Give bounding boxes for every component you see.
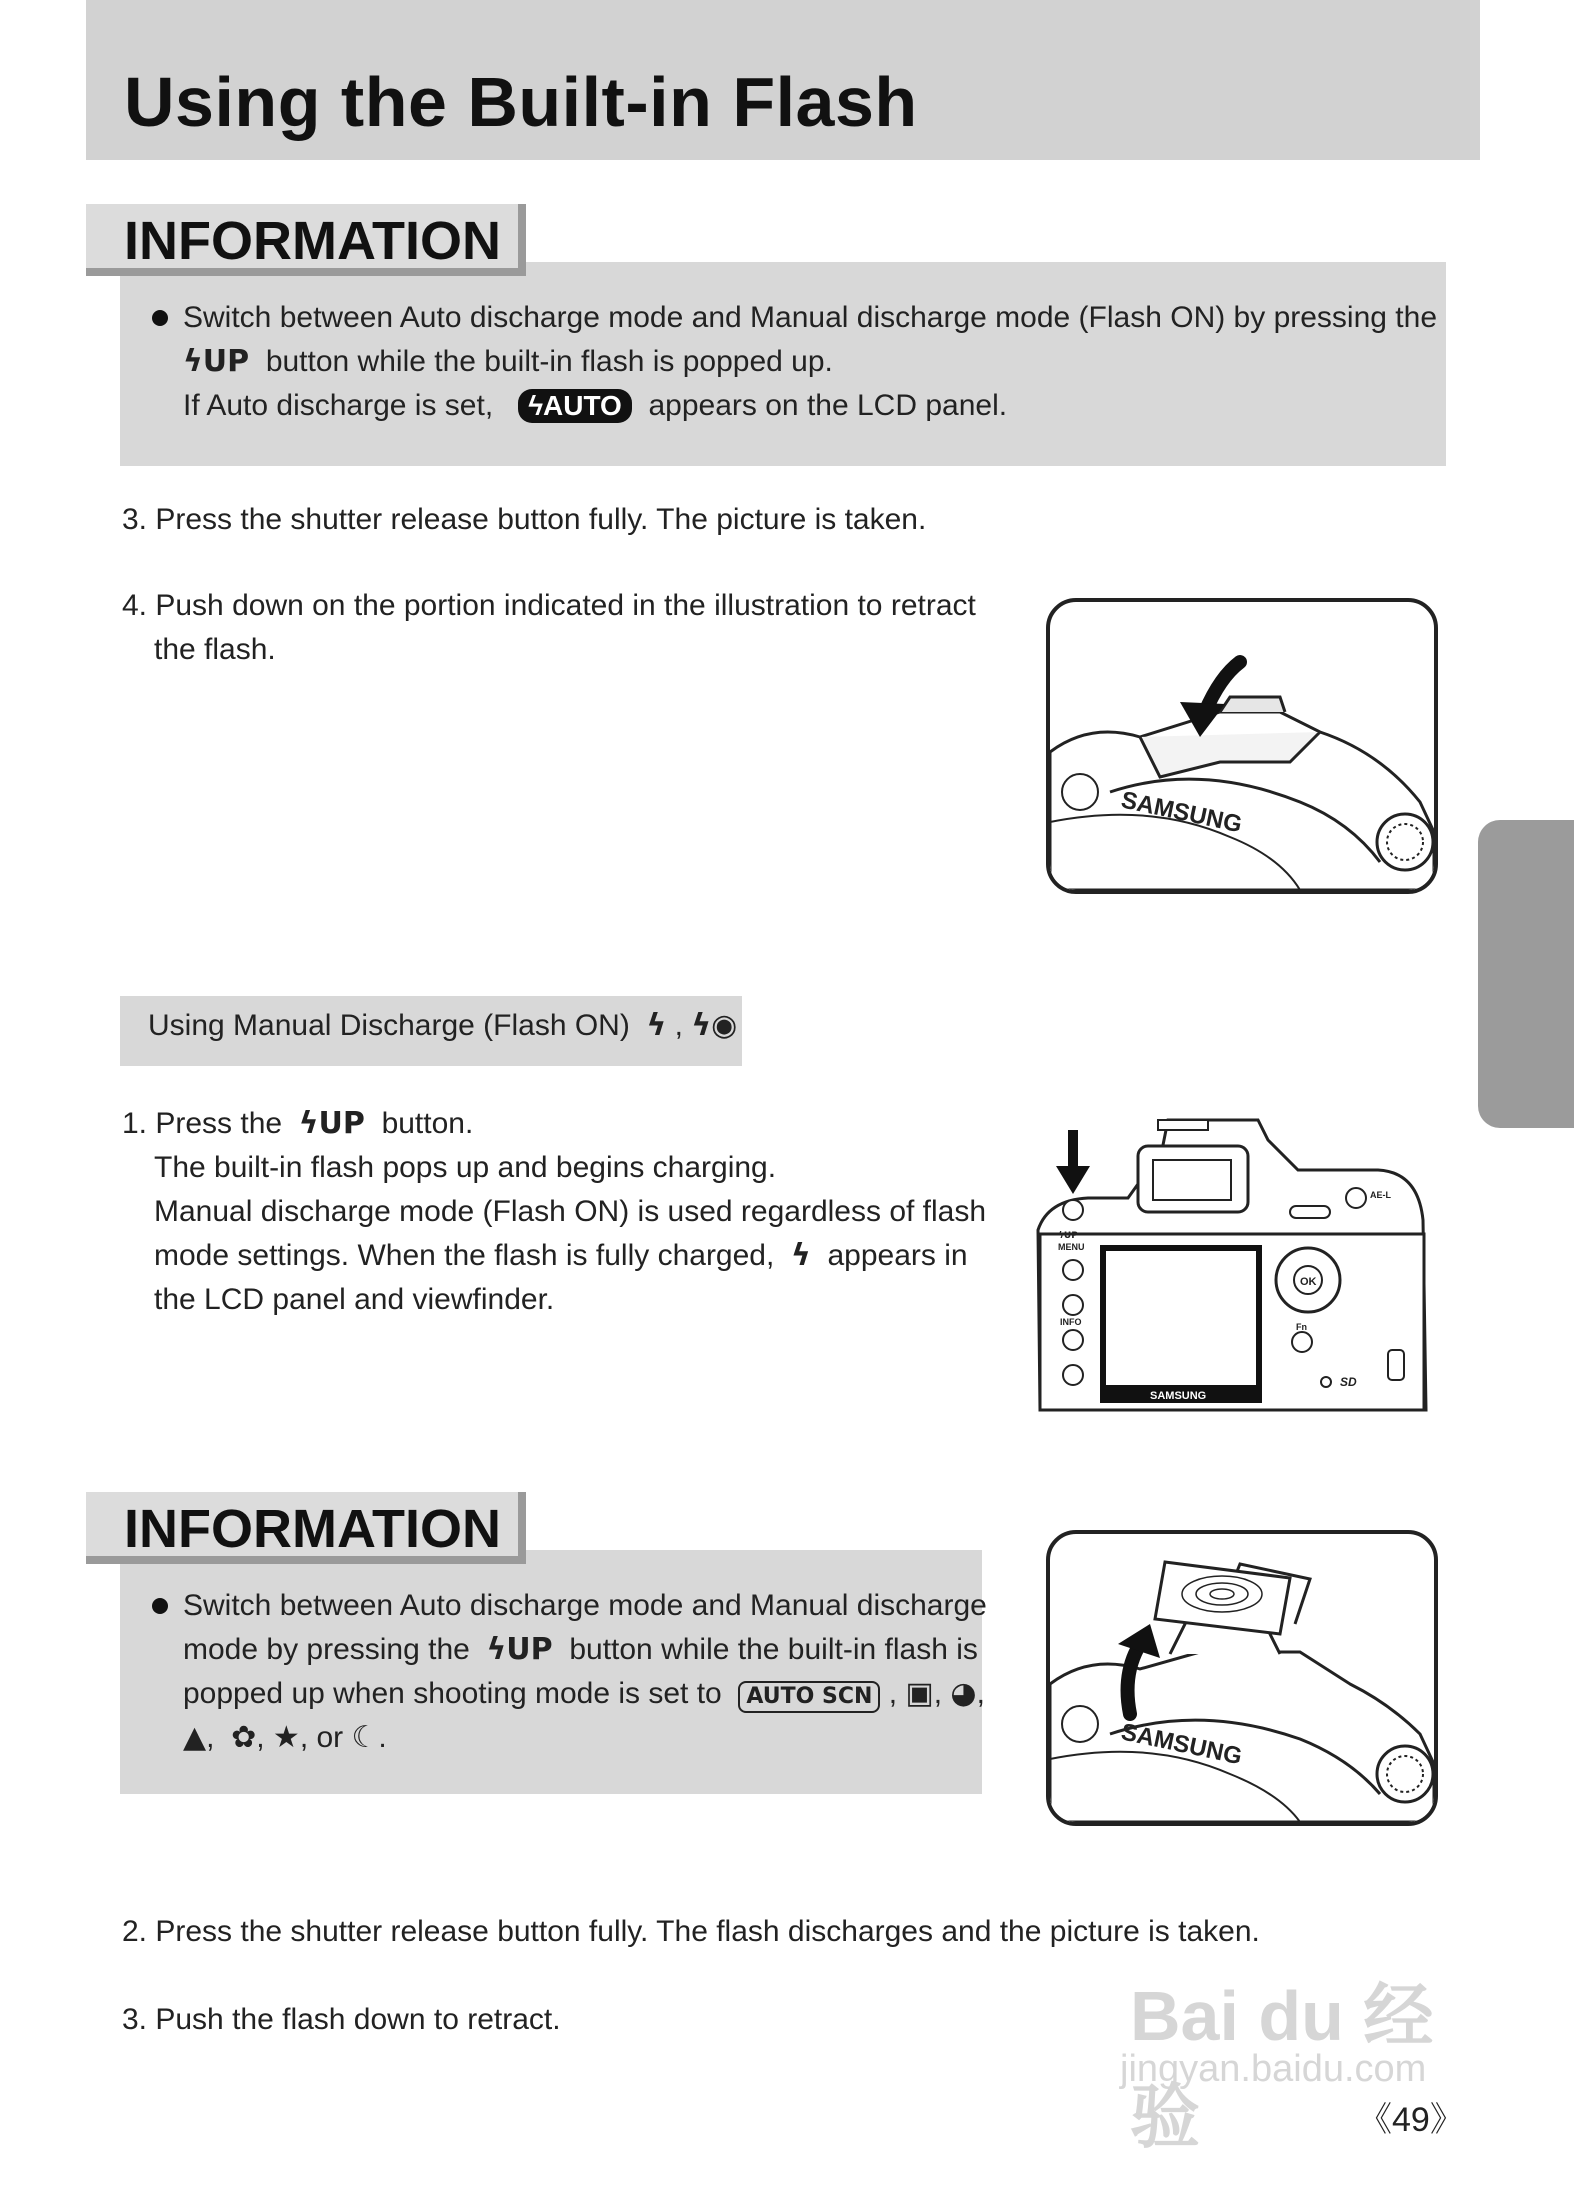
manual-step-1-line4-pre: mode settings. When the flash is fully charged, <box>154 1239 775 1272</box>
manual-step-1-line2: The built-in flash pops up and begins charging. <box>154 1151 777 1184</box>
step-4-line2: the flash. <box>154 633 276 666</box>
manual-step-1-line3: Manual discharge mode (Flash ON) is used regardless of flash <box>154 1195 987 1228</box>
step-3-shutter: 3. Press the shutter release button fully. The picture is taken. <box>122 503 927 536</box>
information-heading-2: INFORMATION <box>124 1499 501 1559</box>
info1-line3-pre: If Auto discharge is set, <box>183 389 494 422</box>
info2-line2-pre: mode by pressing the <box>183 1633 470 1666</box>
flash-up-button-icon: ϟUP <box>183 344 250 379</box>
illustration-camera-back <box>1018 1110 1438 1416</box>
samsung-logo: SAMSUNG <box>1118 786 1245 839</box>
watermark-line2: jingyan.baidu.com <box>1120 2048 1427 2090</box>
sd-logo: SD <box>1340 1375 1357 1389</box>
info2-line2 <box>183 1628 978 1672</box>
info1-line2-text: button while the built-in flash is popped up. <box>265 345 833 378</box>
manual-discharge-heading-box <box>120 996 742 1066</box>
program-camera-icon: ▣ <box>905 1676 934 1711</box>
info2-line4: ▲, ✿, ★, or ☾. <box>183 1716 387 1760</box>
camera-back-drawing <box>1018 1110 1438 1416</box>
flash-up-button-icon: ϟUP <box>298 1106 365 1141</box>
flash-auto-badge-icon: ϟAUTO <box>518 389 632 423</box>
manual-step-1-line4-post: appears in <box>827 1239 968 1272</box>
info2-line2-post: button while the built-in flash is <box>569 1633 978 1666</box>
manual-step-1-post: button. <box>381 1107 474 1140</box>
illustration-retract-flash <box>1046 598 1438 894</box>
night-portrait-icon: ☾ <box>351 1720 379 1755</box>
icon-separator: , <box>674 1009 683 1042</box>
portrait-icon: ◕ <box>950 1676 977 1711</box>
ok-button-label: OK <box>1300 1276 1317 1288</box>
camera-top-retract-drawing <box>1050 602 1434 890</box>
info1-line3-post: appears on the LCD panel. <box>648 389 1008 422</box>
title-bar <box>86 0 1480 160</box>
info1-line1: Switch between Auto discharge mode and Manual discharge mode (Flash ON) by pressing the <box>183 301 1438 334</box>
illustration-popup-flash <box>1046 1530 1438 1826</box>
ael-button-label: AE-L <box>1370 1190 1391 1200</box>
chapter-side-tab <box>1478 820 1574 1128</box>
manual-step-1-line1 <box>122 1102 473 1146</box>
sports-icon: ★ <box>272 1720 300 1755</box>
page-title: Using the Built-in Flash <box>124 63 918 141</box>
manual-discharge-heading <box>148 1008 737 1043</box>
samsung-logo: SAMSUNG <box>1118 1718 1245 1771</box>
samsung-screen-logo: SAMSUNG <box>1150 1390 1207 1402</box>
manual-step-1-line4 <box>154 1234 968 1278</box>
step-3-retract: 3. Push the flash down to retract. <box>122 2003 561 2036</box>
step-2-discharge: 2. Press the shutter release button fully. The flash discharges and the picture is taken. <box>122 1915 1260 1948</box>
information-label-2 <box>86 1492 526 1564</box>
menu-button-label: MENU <box>1058 1242 1085 1252</box>
info2-line3: popped up when shooting mode is set to AUTO SCN , ▣, ◕, <box>183 1672 985 1716</box>
information-heading-1: INFORMATION <box>124 211 501 271</box>
info1-line2 <box>183 340 833 384</box>
info-button-label: INFO <box>1060 1317 1082 1327</box>
bullet-dot <box>152 1598 168 1614</box>
camera-top-popup-drawing <box>1050 1534 1434 1822</box>
flash-on-icon: ϟ <box>791 1238 811 1273</box>
info2-line3-pre: popped up when shooting mode is set to <box>183 1677 722 1710</box>
page-number: 《49》 <box>1358 2101 1464 2139</box>
step-4-line1: 4. Push down on the portion indicated in the illustration to retract <box>122 589 976 622</box>
info2-line1: Switch between Auto discharge mode and Manual discharge <box>183 1589 987 1622</box>
info1-line3 <box>183 384 1007 428</box>
information-label-1 <box>86 204 526 276</box>
landscape-icon: ▲ <box>183 1720 207 1755</box>
info2-or-text: , or <box>299 1721 344 1754</box>
flash-up-button-icon: ϟUP <box>486 1632 553 1667</box>
fn-button-label: Fn <box>1296 1322 1307 1332</box>
macro-flower-icon: ✿ <box>231 1720 257 1755</box>
manual-step-1-line5: the LCD panel and viewfinder. <box>154 1283 555 1316</box>
flash-up-camera-label: ϟUP <box>1058 1231 1078 1241</box>
bullet-dot <box>152 310 168 326</box>
auto-scn-badge-icon: AUTO SCN <box>738 1681 880 1713</box>
flash-on-icon: ϟ <box>646 1008 667 1043</box>
watermark-line1: Bai du 经验 <box>1130 1977 1434 2156</box>
manual-discharge-heading-text: Using Manual Discharge (Flash ON) <box>148 1009 630 1042</box>
manual-step-1-pre: 1. Press the <box>122 1107 283 1140</box>
flash-redeye-icon: ϟ◉ <box>691 1008 738 1043</box>
